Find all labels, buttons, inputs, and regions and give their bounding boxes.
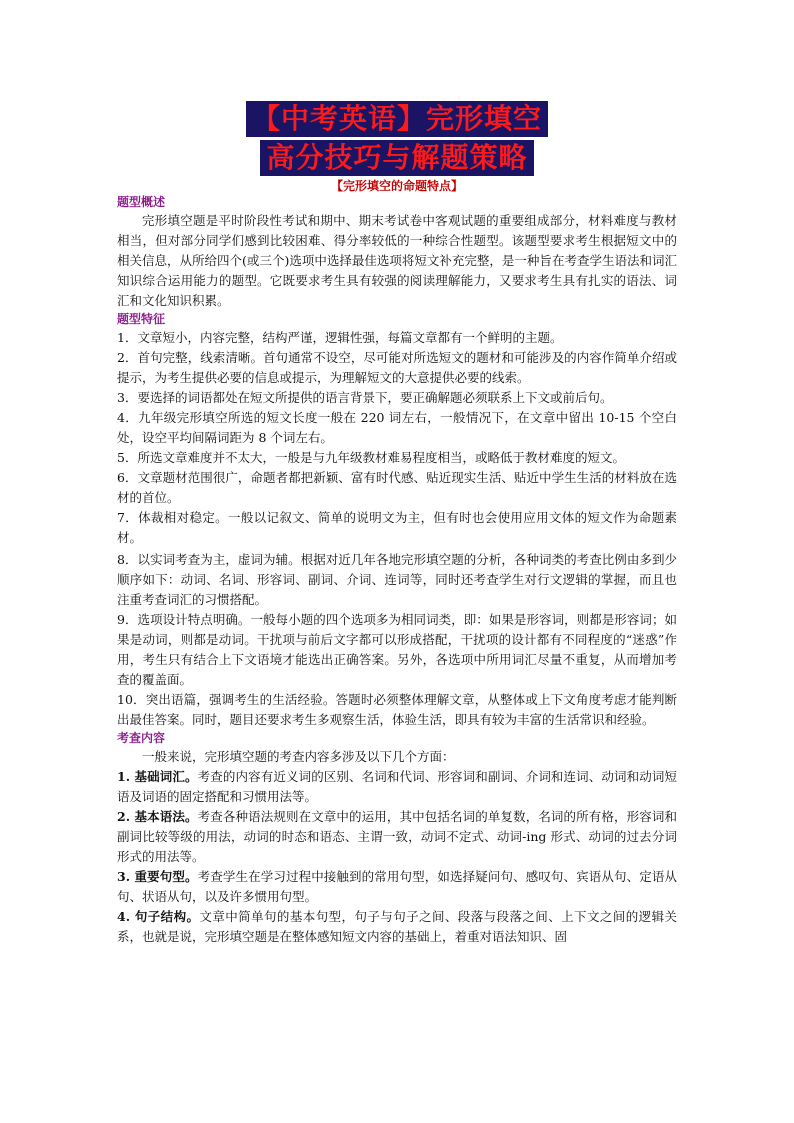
feature-item: 9．选项设计特点明确。一般每小题的四个选项多为相同词类，即：如果是形容词，则都是形容词；如果是动词，则都是动词。干扰项与前后文字都可以形成搭配，干扰项的设计都有不同程度的“迷惑”作用，考生只有结合上下文语境才能选出正确答案。另外，各选项中所用词汇尽量不重复，从而增加考查的覆盖面。 bbox=[117, 612, 677, 687]
document-page bbox=[117, 101, 677, 947]
title-line-1: 【中考英语】完形填空 bbox=[246, 101, 548, 137]
subtitle: 【完形填空的命题特点】 bbox=[330, 179, 463, 193]
content-item bbox=[117, 907, 677, 947]
content-item-text: 考查学生在学习过程中接触到的常用句型，如选择疑问句、感叹句、宾语从句、定语从句、状语从句，以及许多惯用句型。 bbox=[117, 869, 677, 904]
overview-paragraph: 完形填空题是平时阶段性考试和期中、期末考试卷中客观试题的重要组成部分，材料难度与教材相当，但对部分同学们感到比较困难、得分率较低的一种综合性题型。该题型要求考生根据短文中的相关信息，从所给四个(或三个)选项中选择最佳选项将短文补充完整，是一种旨在考查学生语法和词汇知识综合运用能力的题型。它既要求考生具有较强的阅读理解能力，又要求考生具有扎实的语法、词汇和文化知识积累。 bbox=[117, 213, 677, 308]
features-heading: 题型特征 bbox=[117, 312, 166, 326]
feature-item: 8．以实词考查为主，虚词为辅。根据对近几年各地完形填空题的分析，各种词类的考查比例由多到少顺序如下：动词、名词、形容词、副词、介词、连词等，同时还考查学生对行文逻辑的掌握，而且也注重考查词汇的习惯搭配。 bbox=[117, 552, 677, 607]
feature-item: 4．九年级完形填空所选的短文长度一般在 220 词左右，一般情况下，在文章中留出 10-15 个空白处，设空平均间隔词距为 8 个词左右。 bbox=[117, 410, 677, 445]
content-item-label: 4. 句子结构。 bbox=[117, 909, 200, 924]
content-item-text: 考查各种语法规则在文章中的运用，其中包括名词的单复数，名词的所有格，形容词和副词比较等级的用法，动词的时态和语态、主谓一致，动词不定式、动词-ing 形式、动词的过去分词形式的用法等。 bbox=[117, 809, 677, 864]
title-line-2: 高分技巧与解题策略 bbox=[260, 140, 533, 176]
title-block bbox=[117, 101, 677, 137]
feature-item: 6．文章题材范围很广，命题者都把新颖、富有时代感、贴近现实生活、贴近中学生生活的材料放在选材的首位。 bbox=[117, 470, 677, 505]
feature-item: 5．所选文章难度并不太大，一般是与九年级教材难易程度相当，或略低于教材难度的短文。 bbox=[117, 450, 625, 465]
feature-item: 2．首句完整，线索清晰。首句通常不设空，尽可能对所选短文的题材和可能涉及的内容作简单介绍或提示，为考生提供必要的信息或提示，为理解短文的大意提供必要的线索。 bbox=[117, 350, 677, 385]
content-item-text: 文章中简单句的基本句型，句子与句子之间、段落与段落之间、上下文之间的逻辑关系，也就是说，完形填空题是在整体感知短文内容的基础上，着重对语法知识、固 bbox=[117, 909, 677, 944]
content-item bbox=[117, 807, 677, 867]
content-intro: 一般来说，完形填空题的考查内容多涉及以下几个方面： bbox=[142, 749, 455, 764]
feature-item: 3．要选择的词语都处在短文所提供的语言背景下，要正确解题必须联系上下文或前后句。 bbox=[117, 390, 613, 405]
content-item-text: 考查的内容有近义词的区别、名词和代词、形容词和副词、介词和连词、动词和动词短语及词语的固定搭配和习惯用法等。 bbox=[117, 769, 677, 804]
content-item bbox=[117, 867, 677, 907]
feature-item: 10．突出语篇，强调考生的生活经验。答题时必须整体理解文章，从整体或上下文角度考虑才能判断出最佳答案。同时，题目还要求考生多观察生活，体验生活，即具有较为丰富的生活常识和经验。 bbox=[117, 692, 677, 727]
content-item-label: 2. 基本语法。 bbox=[117, 809, 198, 824]
feature-item: 1．文章短小，内容完整，结构严谨，逻辑性强，每篇文章都有一个鲜明的主题。 bbox=[117, 330, 563, 345]
feature-item: 7．体裁相对稳定。一般以记叙文、简单的说明文为主，但有时也会使用应用文体的短文作为命题素材。 bbox=[117, 510, 677, 545]
overview-heading: 题型概述 bbox=[117, 195, 166, 209]
content-item bbox=[117, 767, 677, 807]
content-item-label: 3. 重要句型。 bbox=[117, 869, 198, 884]
content-heading: 考查内容 bbox=[117, 731, 166, 745]
content-item-label: 1. 基础词汇。 bbox=[117, 769, 198, 784]
